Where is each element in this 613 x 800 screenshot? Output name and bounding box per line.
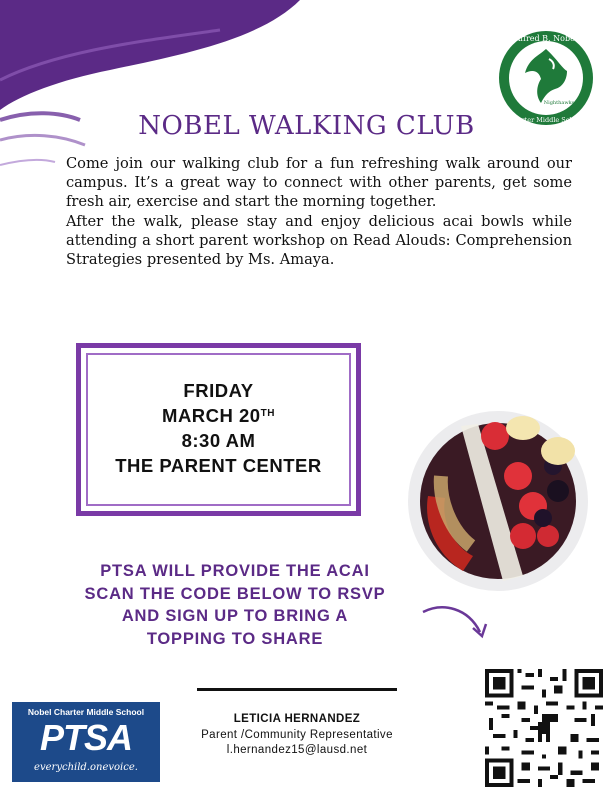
page-title: NOBEL WALKING CLUB <box>138 111 475 141</box>
rsvp-message <box>40 560 430 650</box>
seal-text-bottom: Charter Middle School <box>508 116 584 124</box>
rsvp-line-3: AND SIGN UP TO BRING A <box>121 607 349 625</box>
event-date: MARCH 20 <box>162 405 261 426</box>
event-location: THE PARENT CENTER <box>115 455 322 476</box>
rsvp-line-2: SCAN THE CODE BELOW TO RSVP <box>84 584 386 603</box>
rsvp-line-1: PTSA WILL PROVIDE THE ACAI <box>100 562 370 580</box>
seal-mascot: Nighthawks <box>543 100 575 106</box>
contact-role: Parent /Community Representative <box>201 728 393 741</box>
description <box>66 154 572 269</box>
rsvp-line-4: TOPPING TO SHARE <box>146 629 324 648</box>
contact-divider <box>197 688 397 691</box>
contact-name: LETICIA HERNANDEZ <box>233 713 361 725</box>
ptsa-wordmark: PTSA <box>39 717 132 758</box>
seal-text-top: Alfred B. Nobel <box>514 34 578 43</box>
event-date-suffix: TH <box>260 408 275 419</box>
ptsa-school-name: Nobel Charter Middle School <box>27 707 145 717</box>
curved-arrow-icon <box>418 590 498 650</box>
rsvp-qr-code[interactable] <box>485 669 603 787</box>
contact-info <box>172 712 422 759</box>
ptsa-slogan: everychild.onevoice. <box>34 762 138 773</box>
ptsa-logo <box>12 702 160 782</box>
event-details-box <box>76 343 361 516</box>
contact-email: l.hernandez15@lausd.net <box>226 744 368 756</box>
event-day: FRIDAY <box>183 380 254 401</box>
event-text <box>81 378 356 478</box>
acai-bowl-image <box>403 406 598 596</box>
description-paragraph-1: Come join our walking club for a fun refreshing walk around our campus. It’s a great way to connect with other parents, get some fresh air, exercise and start the morning together. <box>66 155 572 211</box>
description-paragraph-2: After the walk, please stay and enjoy delicious acai bowls while attending a short parent workshop on Read Alouds: Comprehension Strategies presented by Ms. Amaya. <box>66 212 572 269</box>
event-time: 8:30 AM <box>181 430 256 451</box>
event-date-line <box>81 403 356 428</box>
